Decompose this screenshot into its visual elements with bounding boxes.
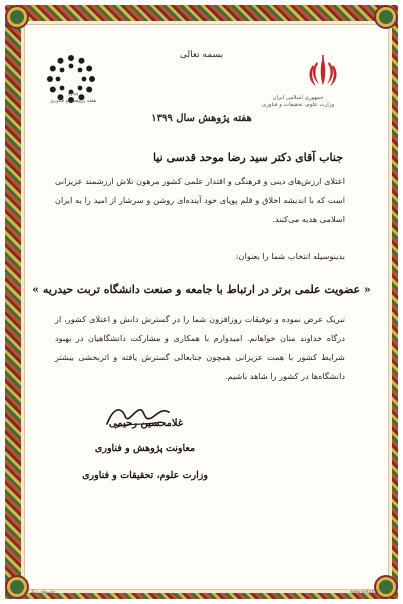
week-title: هفته پژوهش سال ۱۳۹۹: [151, 113, 252, 124]
corner-ornament: [10, 580, 24, 594]
research-week-name: هفته پژوهش و فناوری: [49, 98, 97, 104]
body-paragraph-3: تبریک عرض نموده و توفیقات روزافزون شما را در گسترش دانش و اعتلای کشور، از درگاه خداوند منان خواهانم. امیدوارم با همکاری و مشارکت دانشگاهیان در بهبود شرایط کشور با همت عزیزانی همچون جنابعالی گسترش یافته و اثربخشی بیشتر دانشگاه‌ها در کشور را شاهد باشیم.: [55, 314, 345, 381]
body-paragraph-2: بدینوسیله انتخاب شما را بعنوان:: [235, 251, 345, 261]
signatory-name: غلامحسین رحیمی: [108, 418, 184, 429]
ministry-name: وزارت علوم، تحقیقات و فناوری: [261, 102, 335, 108]
signatory-title: معاونت پژوهش و فناوری: [94, 443, 196, 454]
corner-ornament: [379, 10, 393, 24]
footer-note: چاپ‌های دیگر ...: [24, 590, 56, 595]
invocation-text: بسمه تعالی: [179, 50, 224, 60]
iran-emblem-icon: [303, 52, 343, 92]
recipient-salutation: جناب آقای دکتر سید رضا موحد قدسی نیا: [152, 151, 343, 164]
signatory-ministry: وزارت علوم، تحقیقات و فناوری: [82, 470, 208, 481]
research-week-label: [44, 92, 102, 104]
award-title: « عضویت علمی برتر در ارتباط با جامعه و صنعت دانشگاه تربت حیدریه »: [32, 283, 371, 296]
body-paragraph-1: اعتلای ارزش‌های دینی و فرهنگی و اقتدار علمی کشور مرهون تلاش ارزشمند عزیزانی است که با اندیشه اخلاق و قلم پویای خود آینده‌ای روشن و سرشار از امید را به ایران اسلامی هدیه می‌کنند.: [55, 176, 345, 224]
corner-ornament: [379, 580, 393, 594]
footer-website: www.ketab.ir: [349, 590, 379, 595]
research-week-year: ۱۳۹۹: [67, 92, 79, 98]
corner-ornament: [10, 10, 24, 24]
country-name: جمهوری اسلامی ایران: [272, 95, 324, 101]
ministry-label: [253, 95, 343, 109]
